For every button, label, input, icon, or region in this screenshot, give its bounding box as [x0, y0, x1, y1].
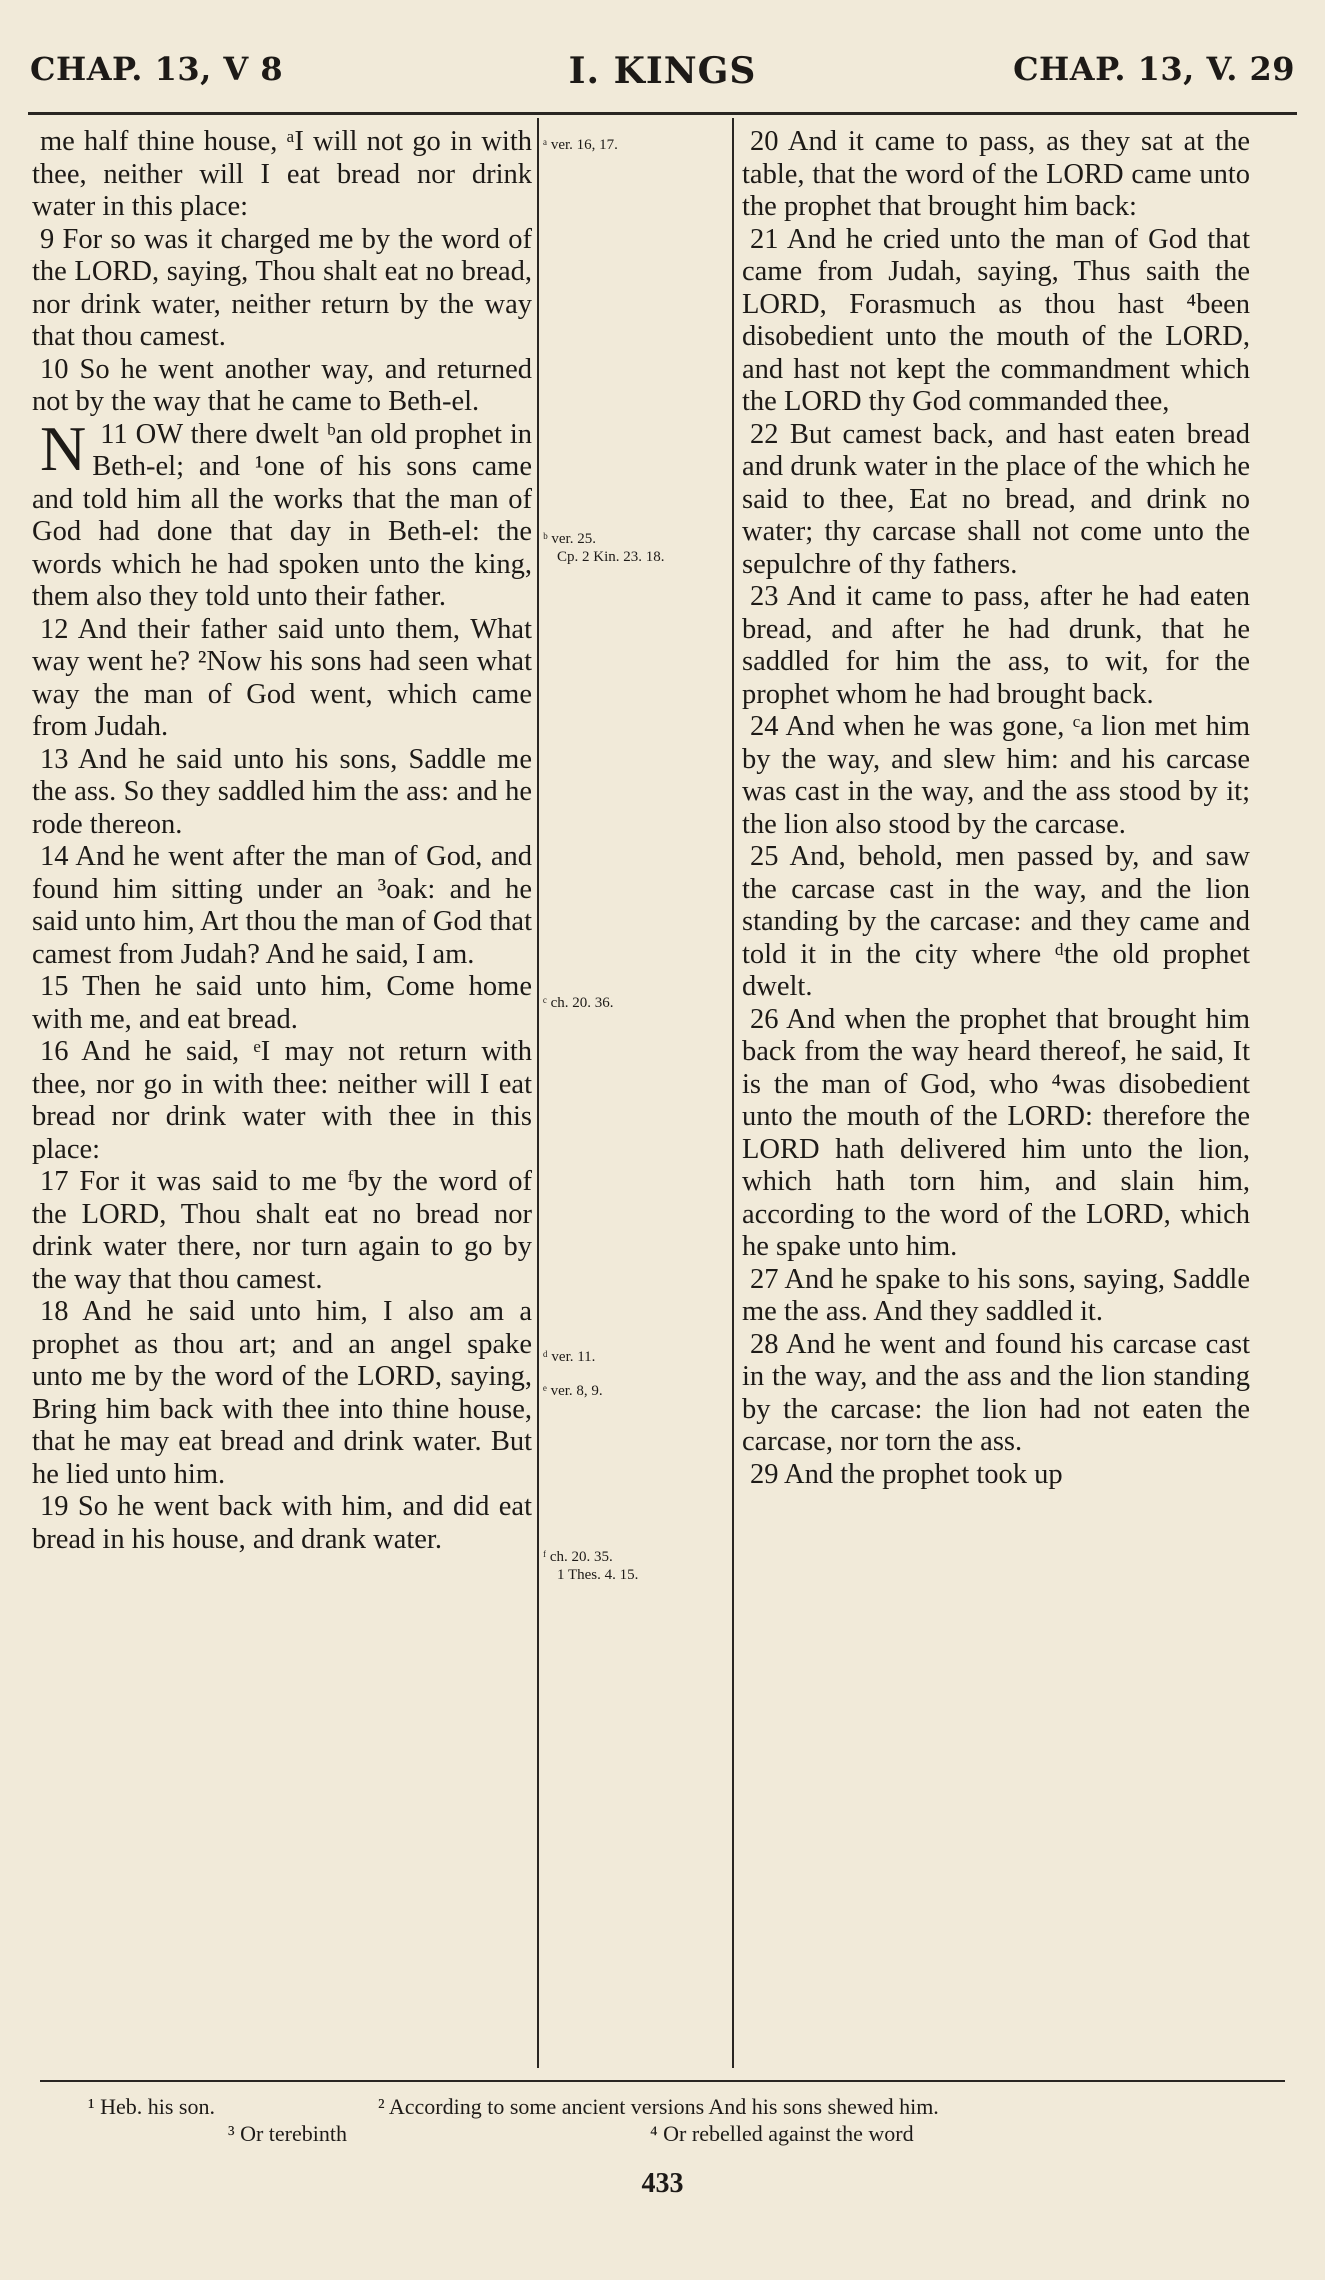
verse-8-continued: me half thine house, ᵃI will not go in with thee, neither will I eat bread nor drink water in this place: [32, 126, 532, 222]
column-divider-left [537, 118, 539, 2068]
verse-28: 28 And he went and found his carcase cast in the way, and the ass and the lion standing by the carcase: the lion had not eaten the carcase, nor torn the ass. [742, 1328, 1250, 1457]
verse-13: 13 And he said unto his sons, Saddle me the ass. So they saddled him the ass: and he rode thereon. [32, 743, 532, 840]
cross-ref: Cp. 2 Kin. 23. 18. [557, 549, 665, 565]
verse-22: 22 But camest back, and hast eaten bread and drunk water in the place of the which he said to thee, Eat no bread, and drink no water; thy carcase shall not come unto the sepulchre of thy fathers. [742, 418, 1250, 580]
verse-25: 25 And, behold, men passed by, and saw the carcase cast in the way, and the lion standing by the carcase: and they came and told it in the city where ᵈthe old prophet dwelt. [742, 841, 1250, 1002]
page-number: 433 [641, 2168, 684, 2199]
verse-26: 26 And when the prophet that brought him back from the way heard thereof, he said, It is the man of God, who ⁴was disobedient unto the mouth of the LORD: therefore the LORD hath delivered him unto the lion, which hath torn him, and slain him, according to the word of the LORD, which he spake unto him. [742, 1003, 1250, 1262]
verse-14: 14 And he went after the man of God, and found him sitting under an ³oak: and he said unto him, Art thou the man of God that camest from Judah? And he said, I am. [32, 841, 532, 970]
cross-reference-column [543, 126, 725, 2066]
drop-cap: N [40, 412, 87, 484]
verse-21: 21 And he cried unto the man of God that came from Judah, saying, Thus saith the LORD, Forasmuch as thou hast ⁴been disobedient unto the mouth of the LORD, and hast not kept the commandment which the LORD thy God commanded thee, [742, 223, 1250, 417]
verse-16: 16 And he said, ᵉI may not return with thee, nor go in with thee: neither will I eat bread nor drink water with thee in this place: [32, 1036, 532, 1165]
footnote-3: ³ Or terebinth [228, 2121, 348, 2146]
right-text-column [742, 126, 1250, 1491]
cross-ref: ᵇ ver. 25. [543, 531, 596, 547]
verse-10: 10 So he went another way, and returned not by the way that he came to Beth-el. [32, 353, 532, 417]
verse-9: 9 For so was it charged me by the word of the LORD, saying, Thou shalt eat no bread, nor drink water, neither return by the way that thou camest. [32, 223, 532, 352]
verse-17: 17 For it was said to me ᶠby the word of the LORD, Thou shalt eat no bread nor drink water there, nor turn again to go by the way that thou camest. [32, 1166, 532, 1295]
footnote-1: ¹ Heb. his son. [88, 2094, 215, 2119]
verse-15: 15 Then he said unto him, Come home with me, and eat bread. [32, 971, 532, 1035]
cross-ref: 1 Thes. 4. 15. [557, 1567, 639, 1583]
header-right: CHAP. 13, V. 29 [1013, 50, 1295, 88]
verse-11-text: OW there dwelt ᵇan old prophet in Beth-el; and ¹one of his sons came and told him all the works that the man of God had done that day in Beth-el: the words which he had spoken unto the king, them also they told unto their father. [32, 418, 532, 612]
verse-27: 27 And he spake to his sons, saying, Saddle me the ass. And they saddled it. [742, 1263, 1250, 1327]
cross-ref: ᶜ ch. 20. 36. [543, 995, 614, 1011]
cross-ref: ᵃ ver. 16, 17. [543, 137, 618, 153]
footnote-rule [40, 2080, 1285, 2082]
verse-20: 20 And it came to pass, as they sat at the table, that the word of the LORD came unto the prophet that brought him back: [742, 126, 1250, 222]
header-book-title: I. KINGS [568, 50, 757, 92]
left-text-column [32, 126, 532, 1556]
verse-18: 18 And he said unto him, I also am a prophet as thou art; and an angel spake unto me by the word of the LORD, saying, Bring him back with thee into thine house, that he may eat bread and drink water. But he lied unto him. [32, 1296, 532, 1490]
verse-11 [32, 412, 532, 614]
verse-12: 12 And their father said unto them, What way went he? ²Now his sons had seen what way the man of God went, which came from Judah. [32, 613, 532, 742]
column-divider-right [732, 118, 734, 2068]
footnote-2: ² According to some ancient versions And his sons shewed him. [378, 2094, 939, 2119]
verse-24: 24 And when he was gone, ᶜa lion met him by the way, and slew him: and his carcase was cast in the way, and the ass stood by it; the lion also stood by the carcase. [742, 711, 1250, 840]
cross-ref: ᵈ ver. 11. [543, 1349, 596, 1365]
running-header [30, 50, 1295, 100]
header-left: CHAP. 13, V 8 [30, 50, 284, 88]
verse-19: 19 So he went back with him, and did eat bread in his house, and drank water. [32, 1491, 532, 1555]
verse-11-number: 11 [100, 418, 128, 450]
verse-23: 23 And it came to pass, after he had eaten bread, and after he had drunk, that he saddled for him the ass, to wit, for the prophet whom he had brought back. [742, 581, 1250, 710]
cross-ref: ᵉ ver. 8, 9. [543, 1383, 603, 1399]
cross-ref: ᶠ ch. 20. 35. [543, 1549, 613, 1565]
footnote-4: ⁴ Or rebelled against the word [650, 2121, 914, 2146]
verse-29: 29 And the prophet took up [750, 1458, 1063, 1490]
header-rule [28, 112, 1297, 115]
